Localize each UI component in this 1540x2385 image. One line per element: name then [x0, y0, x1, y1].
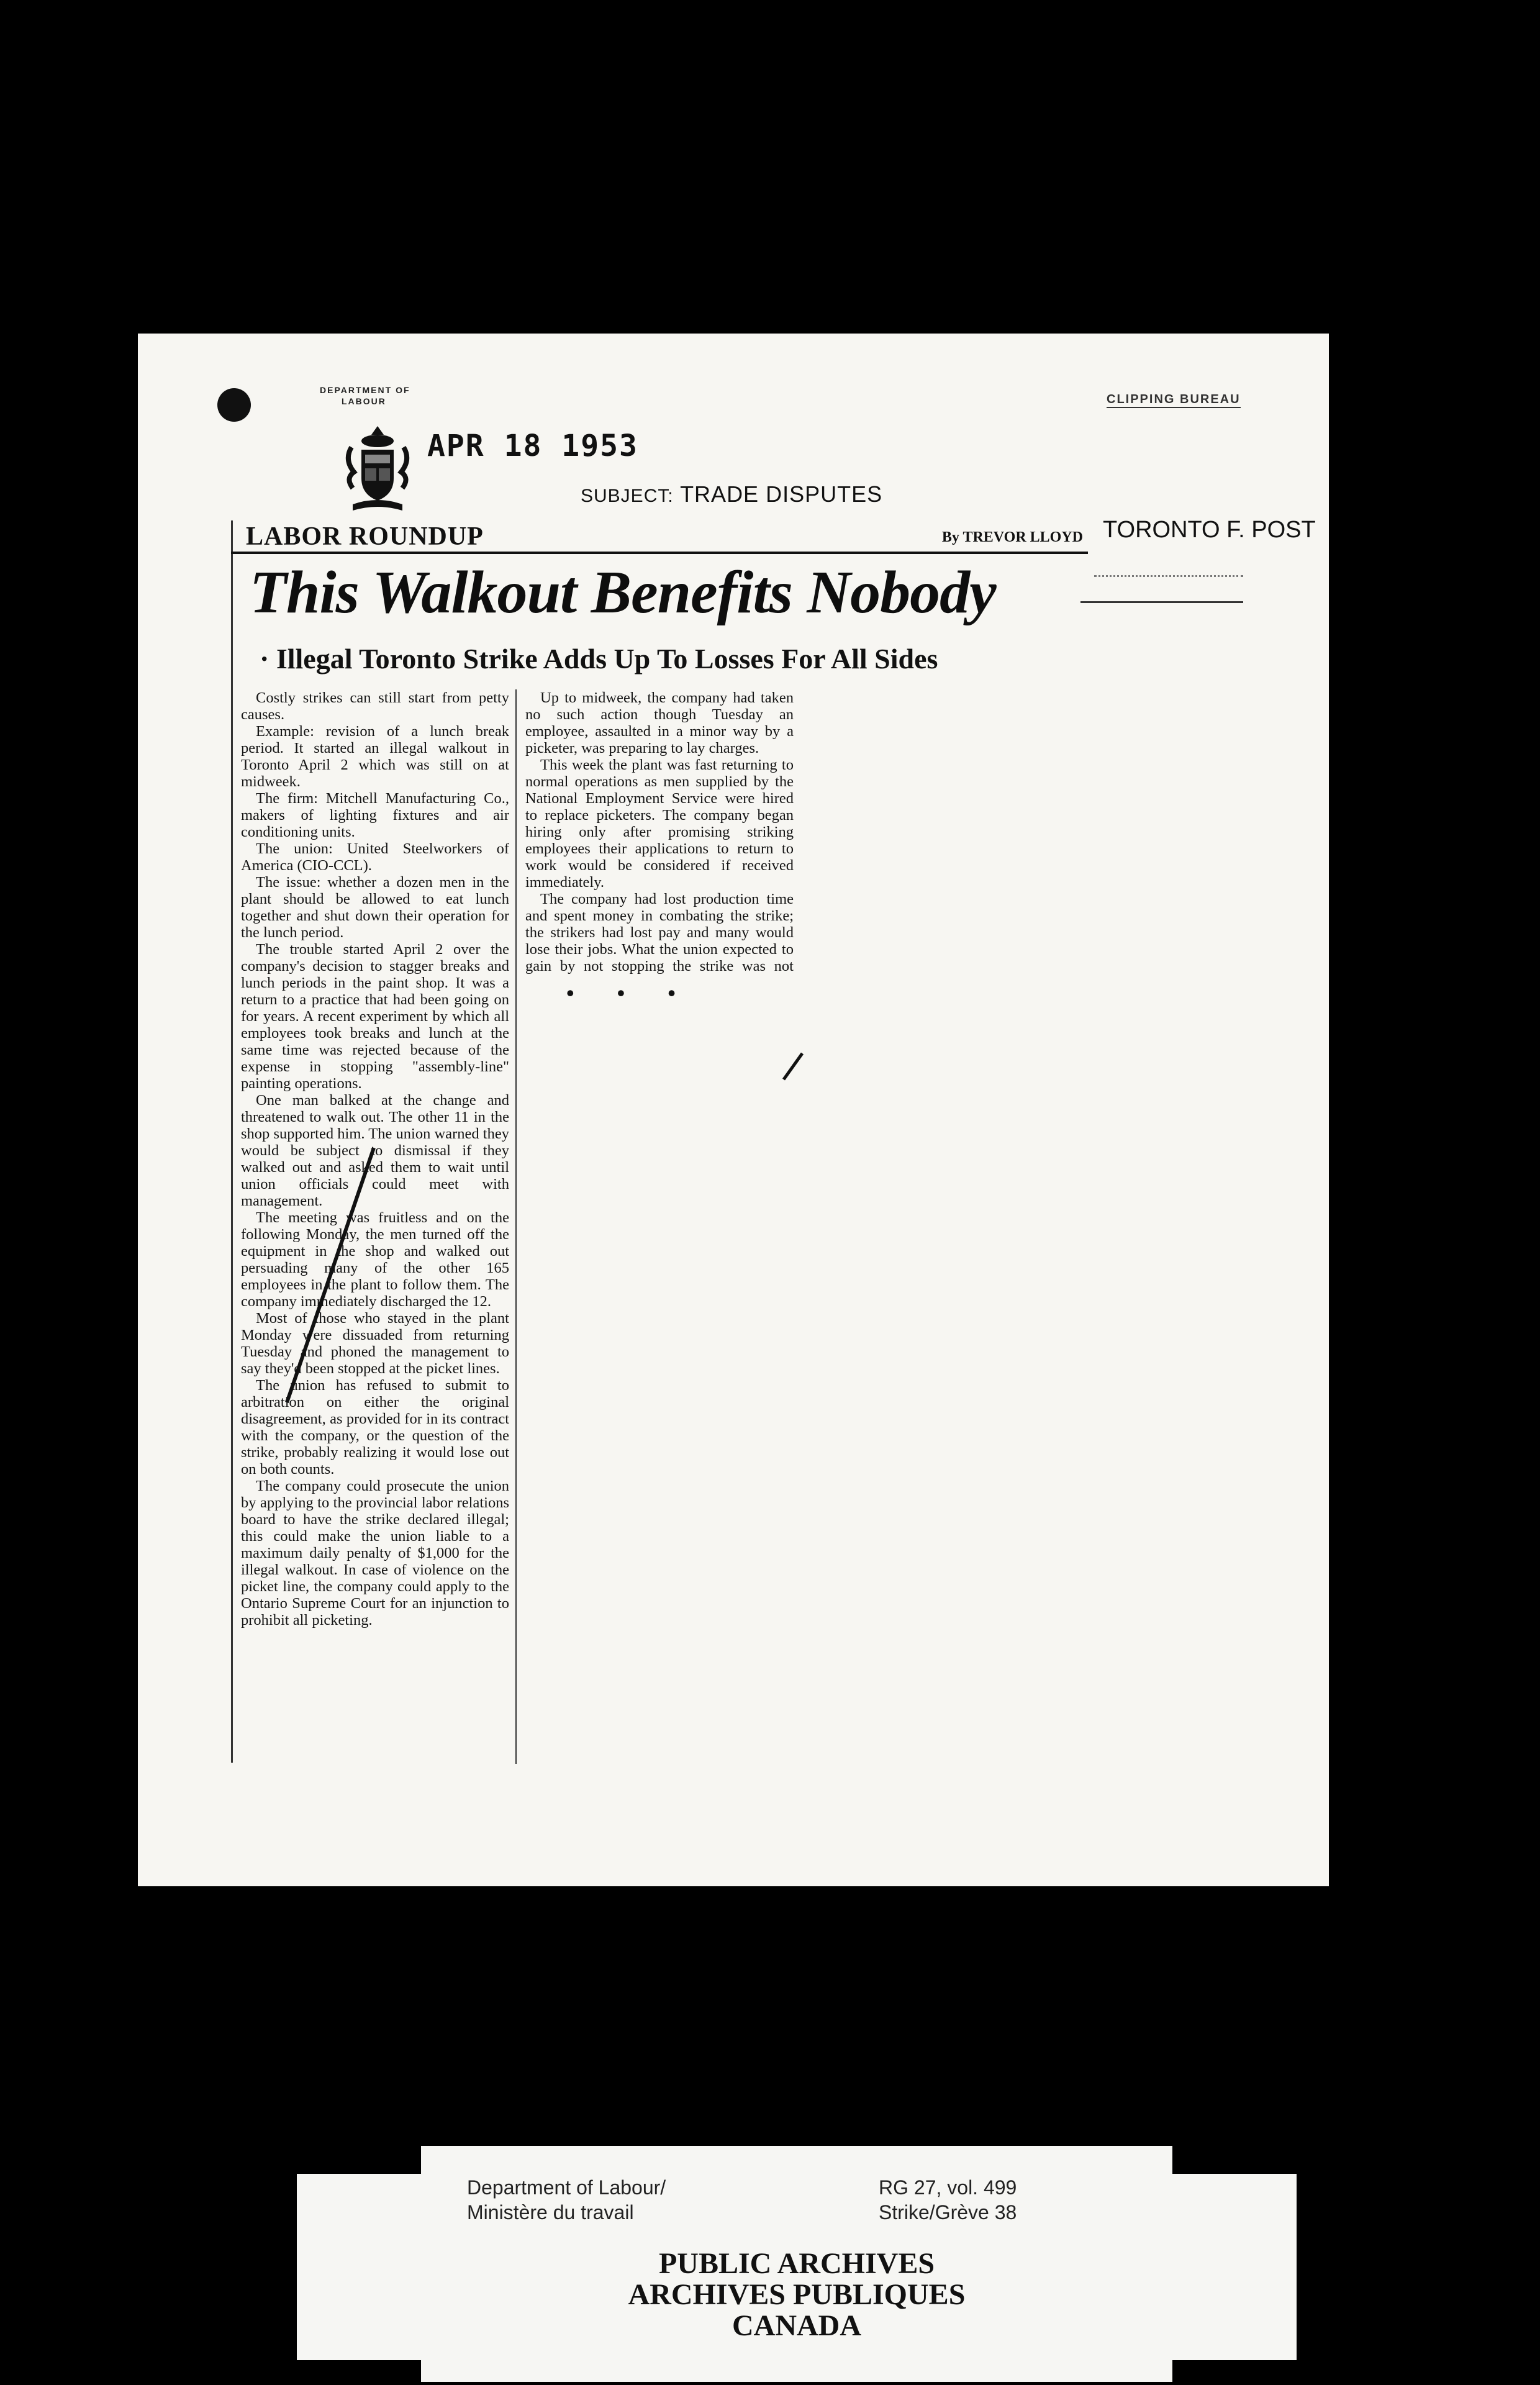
pen-stroke [784, 1053, 802, 1079]
department-line2: LABOUR [342, 396, 386, 406]
card-tab-left [297, 2174, 421, 2360]
paragraph: The issue: whether a dozen men in the plant should be allowed to eat lunch together and shut down their operation for the lunch period. [241, 874, 509, 941]
department-line1: DEPARTMENT OF [320, 385, 410, 395]
end-ellipsis: • • • [566, 981, 694, 1006]
paragraph: One man balked at the change and threatened to walk out. The other 11 in the shop supported him. The union warned they would be subject to dismissal if they walked out and asked them to wait until union officials could meet with management. [241, 1092, 509, 1209]
paragraph: Most of those who stayed in the plant Monday were dissuaded from returning Tuesday and phoned the management to say they'd been stopped at the picket lines. [241, 1310, 509, 1377]
subject-label: SUBJECT: [581, 486, 674, 506]
paragraph: Costly strikes can still start from petty causes. [241, 689, 509, 723]
footer-department [467, 2175, 666, 2225]
headline: This Walkout Benefits Nobody [250, 559, 996, 626]
subheadline: · Illegal Toronto Strike Adds Up To Losses For All Sides [260, 643, 938, 675]
paragraph: Example: revision of a lunch break period. It started an illegal walkout in Toronto April 2 which was still on at midweek. [241, 723, 509, 790]
publication-name: TORONTO F. POST [1103, 517, 1316, 543]
card-tab-right [1172, 2174, 1297, 2360]
paragraph: The trouble started April 2 over the company's decision to stagger breaks and lunch periods in the paint shop. It was a return to a practice that had been going on for years. A recent experiment by which all employees took breaks and lunch at the same time was rejected because of the expense in stopping "assembly-line" painting operations. [241, 941, 509, 1092]
department-mark [320, 385, 410, 406]
ref-volume: RG 27, vol. 499 [879, 2176, 1017, 2199]
paragraph: The union: United Steelworkers of America (CIO-CCL). [241, 840, 509, 874]
clipping-bureau: CLIPPING BUREAU [1107, 393, 1241, 408]
department-en: Department of Labour/ [467, 2176, 666, 2199]
paragraph: Up to midweek, the company had taken no such action though Tuesday an employee, assaulted in a minor way by a picketer, was preparing to lay charges. [525, 689, 794, 756]
paragraph: The meeting was fruitless and on the following Monday, the men turned off the equipment in the shop and walked out persuading many of the other 165 employees in the plant to follow them. The company immediately discharged the 12. [241, 1209, 509, 1310]
paragraph: This week the plant was fast returning to normal operations as men supplied by the National Employment Service were hired to replace picketers. The company began hiring only after promising striking employees their applications to return to work would be considered if received immediately. [525, 756, 794, 891]
clipping-edge [231, 520, 233, 1763]
headline-extension-rule [1080, 601, 1243, 603]
paragraph: The company could prosecute the union by applying to the provincial labor relations board to have the strike declared illegal; this could make the union liable to a maximum daily penalty of $1,000 for the illegal walkout. In case of violence on the picket line, the company could apply to the Ontario Supreme Court for an injunction to prohibit all picketing. [241, 1478, 509, 1629]
footer-reference [879, 2175, 1017, 2225]
byline: By TREVOR LLOYD [941, 529, 1083, 545]
paragraph: The firm: Mitchell Manufacturing Co., makers of lighting fixtures and air conditioning units. [241, 790, 509, 840]
article-column-1 [241, 689, 509, 1764]
paragraph: The company had lost production time and spent money in combating the strike; the strikers had lost pay and many would lose their jobs. What the union expected to gain by not stopping the strike was not [525, 891, 794, 974]
paragraph: The union has refused to submit to arbitration on either the original disagreement, as provided for in its contract with the company, or the question of the strike, probably realizing it would lose out on both counts. [241, 1377, 509, 1478]
subject-line [581, 481, 882, 507]
ref-strike: Strike/Grève 38 [879, 2201, 1017, 2224]
punch-hole [217, 388, 251, 422]
subheadline-text: Illegal Toronto Strike Adds Up To Losses For All Sides [276, 643, 938, 675]
archives-name [421, 2248, 1172, 2342]
kicker: LABOR ROUNDUP [246, 522, 484, 551]
archives-en: PUBLIC ARCHIVES [658, 2247, 935, 2280]
archives-fr: ARCHIVES PUBLIQUES [628, 2278, 966, 2311]
column-rule [515, 689, 517, 1764]
kicker-rule [231, 520, 1088, 554]
subject-value: TRADE DISPUTES [680, 481, 883, 507]
newspaper-clipping [231, 520, 1088, 1868]
dotted-rule [1094, 575, 1243, 577]
article-column-2 [525, 689, 794, 975]
department-fr: Ministère du travail [467, 2201, 634, 2224]
coat-of-arms-icon [340, 422, 415, 516]
archives-country: CANADA [732, 2309, 861, 2342]
date-stamp: APR 18 1953 [427, 429, 638, 463]
